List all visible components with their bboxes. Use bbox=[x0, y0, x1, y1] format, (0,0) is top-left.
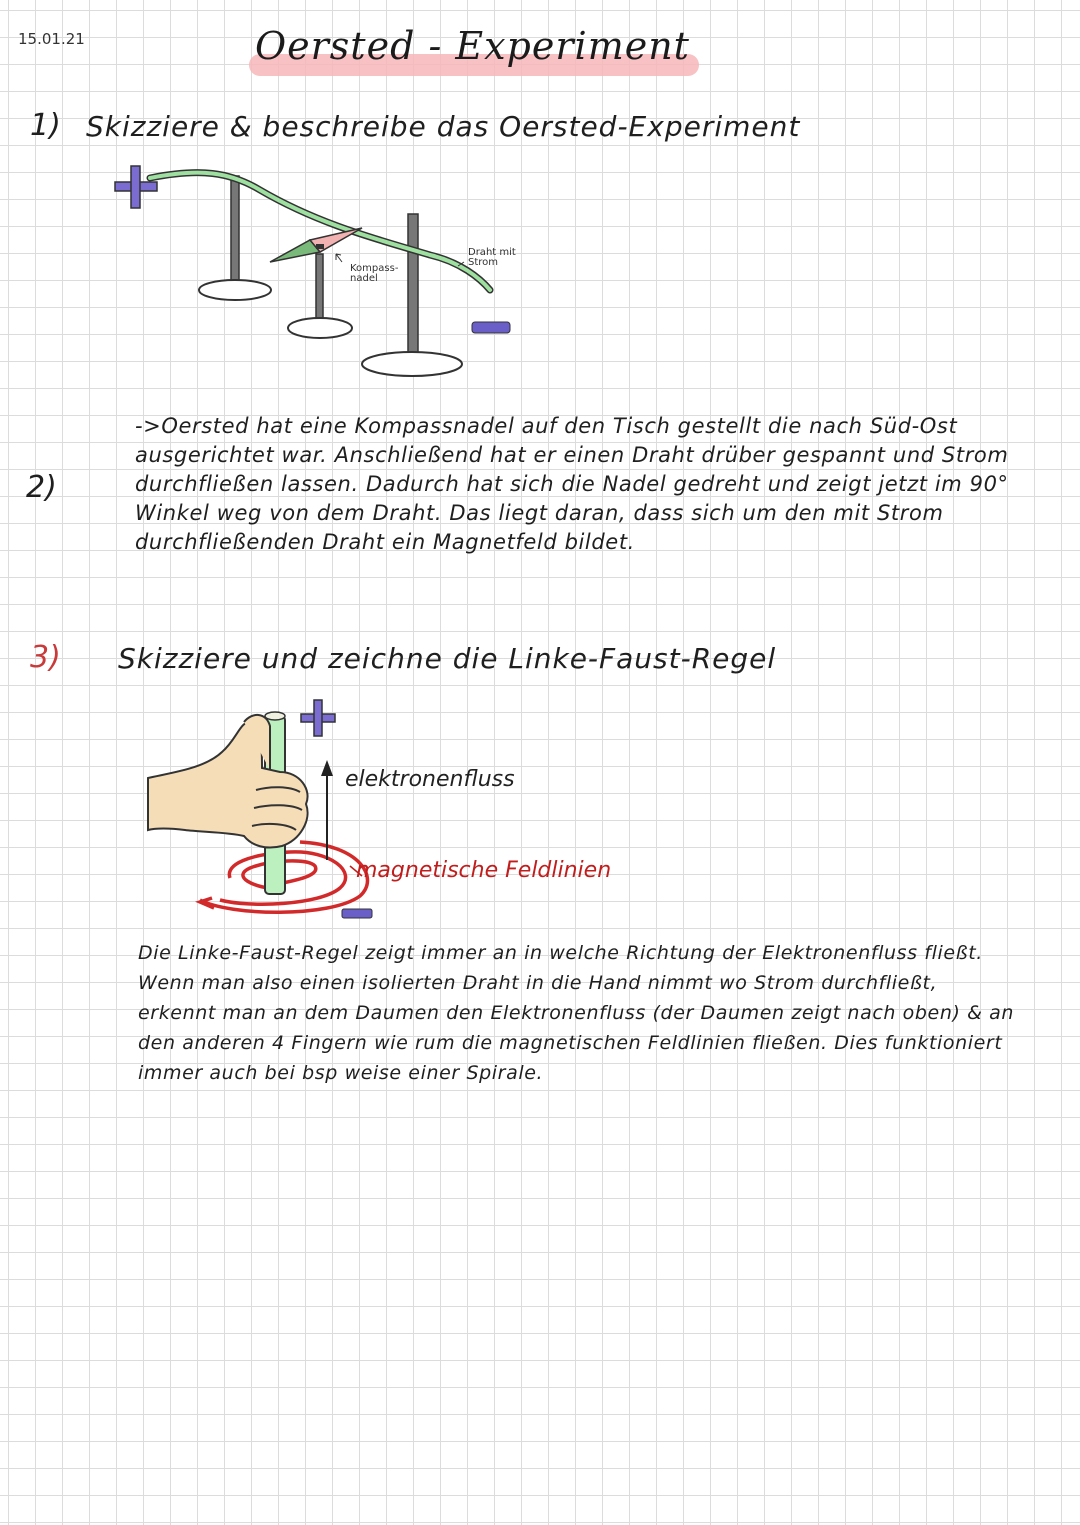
page-title: Oersted - Experiment bbox=[255, 24, 690, 68]
section1-number: 1) bbox=[30, 108, 61, 143]
section3-number: 3) bbox=[30, 640, 61, 675]
section3-heading: Skizziere und zeichne die Linke-Faust-Regel bbox=[118, 642, 777, 675]
electron-flow-label: elektronenfluss bbox=[345, 767, 515, 792]
wire-label: Draht mit Strom bbox=[468, 247, 516, 268]
plus-icon-2 bbox=[301, 700, 335, 736]
date: 15.01.21 bbox=[18, 30, 85, 48]
section1-heading: Skizziere & beschreibe das Oersted-Experiment bbox=[86, 110, 801, 143]
minus-bar-2 bbox=[342, 909, 372, 918]
section2-number: 2) bbox=[26, 470, 57, 505]
section2-text: ->Oersted hat eine Kompassnadel auf den Tisch gestellt die nach Süd-Ost ausgerichtet war. Anschließend hat er einen Draht drüber gespannt und Strom durchfließen lassen. Dadurch hat sich die Nadel gedreht und zeigt jetzt im 90° Winkel weg von dem Draht. Das liegt daran, dass sich um den mit Strom durchfließenden Draht ein Magnetfeld bildet. bbox=[135, 414, 1009, 554]
compass-label: Kompass-nadel bbox=[350, 263, 399, 284]
section3-text: Die Linke-Faust-Regel zeigt immer an in welche Richtung der Elektronenfluss fließt. Wenn man also einen isolierten Draht in die Hand nimmt wo Strom durchfließt, erkennt man an dem Daumen den Elektronenfluss (der Daumen zeigt nach oben) & an den anderen 4 Fingern wie rum die magnetischen Feldlinien fließen. Dies funktioniert immer auch bei bsp weise einer Spirale. bbox=[138, 942, 1015, 1084]
field-lines-label: magnetische Feldlinien bbox=[356, 858, 612, 883]
